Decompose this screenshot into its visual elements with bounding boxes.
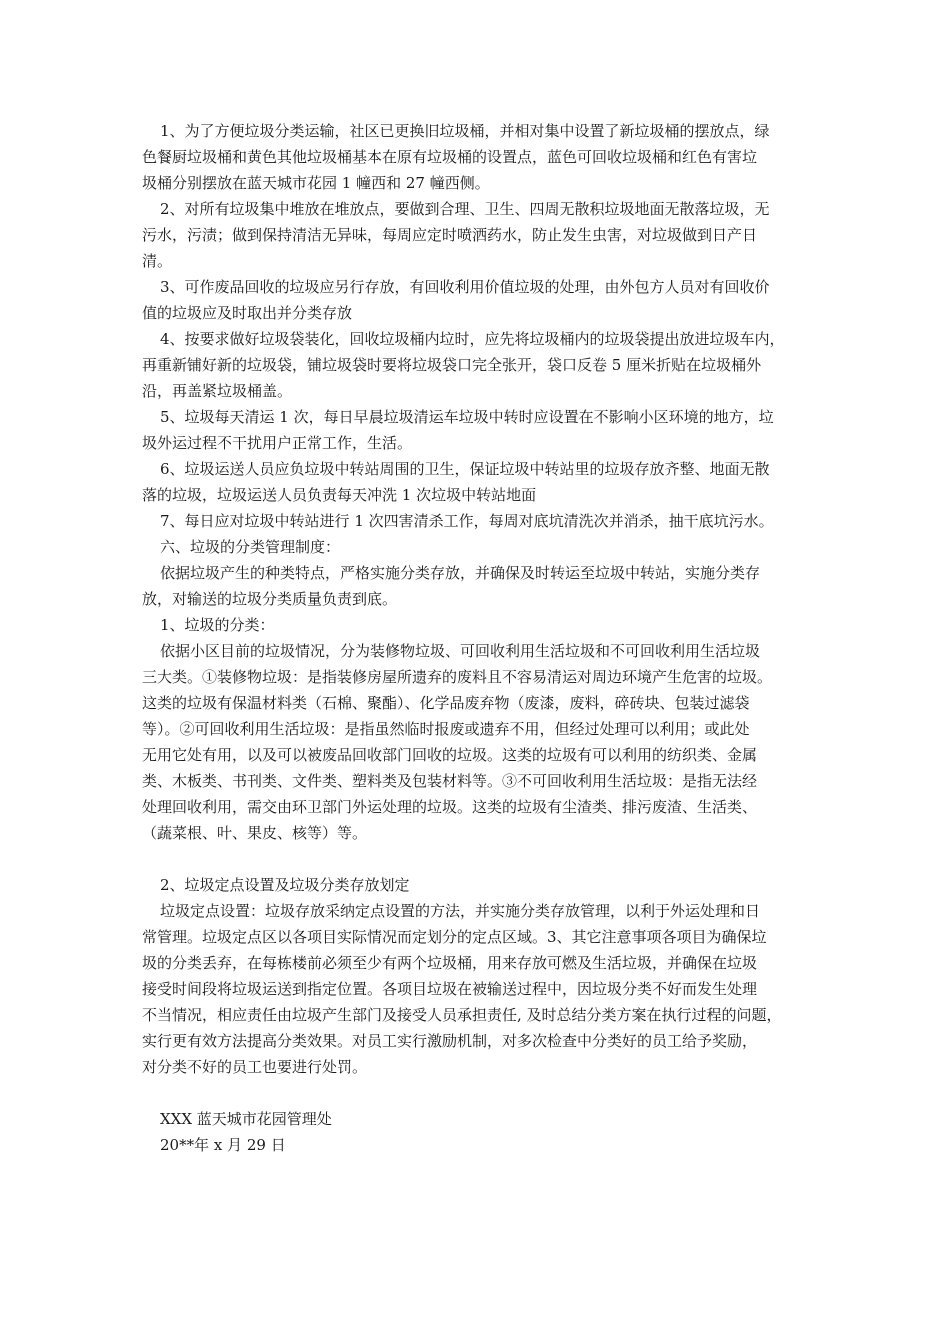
text-line: 等）。②可回收利用生活垃圾：是指虽然临时报废或遗弃不用，但经过处理可以利用；或此处 — [142, 720, 750, 738]
text-line: 落的垃圾，垃圾运送人员负责每天冲洗 1 次垃圾中转站地面 — [142, 486, 537, 504]
text-line: 三大类。①装修物垃圾：是指装修房屋所遗弃的废料且不容易清运对周边环境产生危害的垃圾。 — [142, 668, 773, 686]
signature-block — [142, 1106, 818, 1158]
text-line: 污水，污渍；做到保持清洁无异味，每周应定时喷洒药水，防止发生虫害，对垃圾做到日产日 — [142, 226, 758, 244]
text-line: 无用它处有用，以及可以被废品回收部门回收的垃圾。这类的垃圾有可以利用的纺织类、金属 — [142, 746, 758, 764]
text-line: 对分类不好的员工也要进行处罚。 — [142, 1058, 368, 1076]
document-page — [142, 118, 818, 1158]
text-line: 这类的垃圾有保温材料类（石棉、聚酯）、化学品废弃物（废漆，废料，碎砖块、包装过滤袋 — [142, 694, 750, 712]
text-line: 色餐厨垃圾桶和黄色其他垃圾桶基本在原有垃圾桶的设置点，蓝色可回收垃圾桶和红色有害垃 — [142, 148, 758, 166]
text-line: 垃圾定点设置：垃圾存放采纳定点设置的方法，并实施分类存放管理，以利于外运处理和日 — [160, 902, 761, 920]
text-line: 2、对所有垃圾集中堆放在堆放点，要做到合理、卫生、四周无散积垃圾地面无散落垃圾，无 — [160, 200, 770, 218]
text-line: 实行更有效方法提高分类效果。对员工实行激励机制，对多次检查中分类好的员工给予奖励， — [142, 1032, 758, 1050]
text-line: 放，对输送的垃圾分类质量负责到底。 — [142, 590, 398, 608]
text-line: 圾桶分别摆放在蓝天城市花园 1 幢西和 27 幢西侧。 — [142, 174, 490, 192]
section-heading: 六、垃圾的分类管理制度： — [160, 538, 341, 556]
text-line: 沿，再盖紧垃圾桶盖。 — [142, 382, 293, 400]
text-line: 处理回收利用，需交由环卫部门外运处理的垃圾。这类的垃圾有尘渣类、排污废渣、生活类、 — [142, 798, 758, 816]
text-line: 5、垃圾每天清运 1 次，每日早晨垃圾清运车垃圾中转时应设置在不影响小区环境的地方，垃 — [160, 408, 774, 426]
text-line: 再重新铺好新的垃圾袋，铺垃圾袋时要将垃圾袋口完全张开，袋口反卷 5 厘米折贴在垃圾桶外 — [142, 356, 762, 374]
text-line: 圾外运过程不干扰用户正常工作，生活。 — [142, 434, 413, 452]
subsection-heading: 2、垃圾定点设置及垃圾分类存放划定 — [160, 876, 410, 894]
text-line: 1、为了方便垃圾分类运输，社区已更换旧垃圾桶，并相对集中设置了新垃圾桶的摆放点，绿 — [160, 122, 770, 140]
text-line: 7、每日应对垃圾中转站进行 1 次四害清杀工作，每周对底坑清洗次并消杀，抽干底坑污水。 — [160, 512, 774, 530]
text-line: 不当情况，相应责任由垃圾产生部门及接受人员承担责任, 及时总结分类方案在执行过程的问题， — [142, 1006, 782, 1024]
subsection-heading: 1、垃圾的分类： — [160, 616, 275, 634]
text-line: 接受时间段将垃圾运送到指定位置。各项目垃圾在被输送过程中，因垃圾分类不好而发生处理 — [142, 980, 758, 998]
text-line: 依据小区目前的垃圾情况，分为装修物垃圾、可回收利用生活垃圾和不可回收利用生活垃圾 — [160, 642, 761, 660]
text-line: 类、木板类、书刊类、文件类、塑料类及包装材料等。③不可回收利用生活垃圾：是指无法经 — [142, 772, 758, 790]
text-line: （蔬菜根、叶、果皮、核等）等。 — [142, 824, 368, 842]
text-line: 4、按要求做好垃圾袋装化，回收垃圾桶内垃时，应先将垃圾桶内的垃圾袋提出放进垃圾车内， — [160, 330, 785, 348]
document-body — [142, 118, 818, 1080]
text-line: 清。 — [142, 252, 173, 270]
text-line: 3、可作废品回收的垃圾应另行存放，有回收利用价值垃圾的处理，由外包方人员对有回收价 — [160, 278, 770, 296]
signature-org: XXX 蓝天城市花园管理处 — [160, 1110, 332, 1128]
text-line: 常管理。垃圾定点区以各项目实际情况而定划分的定点区域。3、其它注意事项各项目为确保垃 — [142, 928, 767, 946]
paragraph-gap — [142, 846, 818, 872]
text-line: 6、垃圾运送人员应负垃圾中转站周围的卫生，保证垃圾中转站里的垃圾存放齐整、地面无散 — [160, 460, 770, 478]
text-line: 依据垃圾产生的种类特点，严格实施分类存放，并确保及时转运至垃圾中转站，实施分类存 — [160, 564, 761, 582]
signature-date: 20**年 x 月 29 日 — [160, 1136, 286, 1154]
text-line: 圾的分类丢弃，在每栋楼前必须至少有两个垃圾桶，用来存放可燃及生活垃圾，并确保在垃圾 — [142, 954, 758, 972]
paragraph-gap — [142, 1080, 818, 1106]
text-line: 值的垃圾应及时取出并分类存放 — [142, 304, 353, 322]
